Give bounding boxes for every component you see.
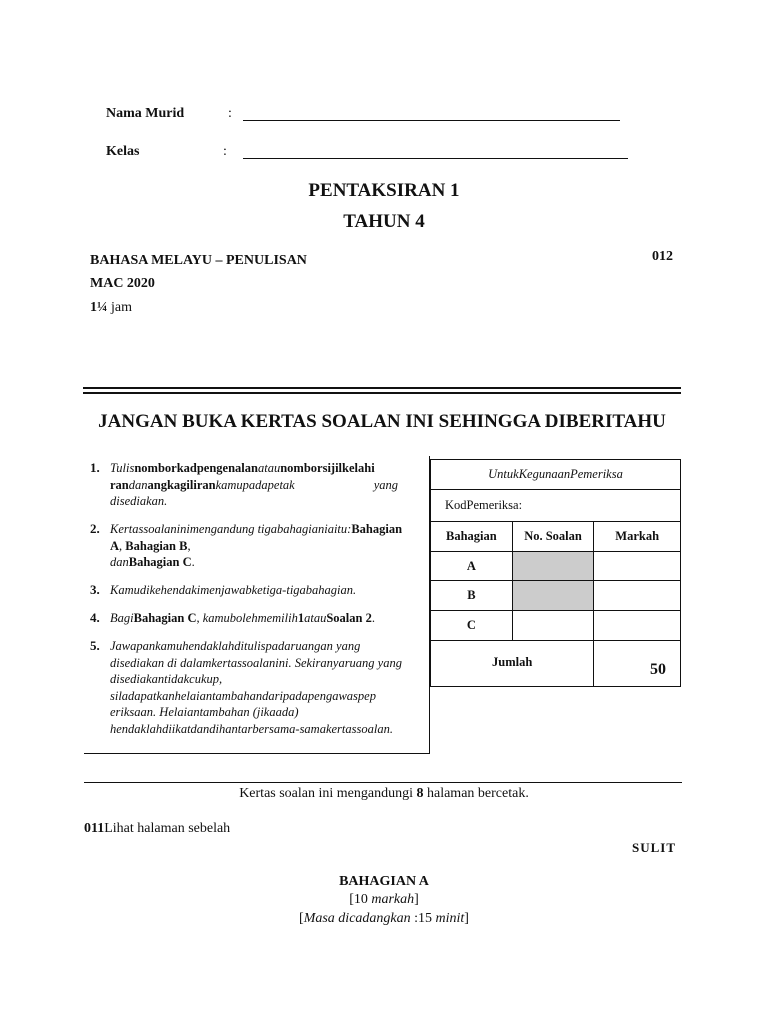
marks-open: [10 xyxy=(349,892,372,907)
student-name-label: Nama Murid xyxy=(106,106,185,121)
instruction-4-number: 4. xyxy=(90,610,100,625)
i4-period: . xyxy=(371,611,375,625)
i1-atau: atau xyxy=(257,461,281,475)
i1-dan: dan xyxy=(128,477,148,492)
time-open: [ xyxy=(299,911,304,926)
row-marks-cell[interactable] xyxy=(594,552,681,581)
section-a-time xyxy=(0,911,768,927)
time-close: ] xyxy=(464,911,469,926)
page-count-text-c: halaman bercetak. xyxy=(423,786,529,801)
class-colon: : xyxy=(223,144,227,159)
i5-text: Jawapankamuhendaklahditulispadaruangan yang disediakan di dalamkertassoalanini. Sekiranyaruang yang disediakantidakcukup, siladapatkanhelaiantambahandaripadapengawaspep eriksaan. Helaiantambahan (jikaada) hendaklahdiikatdandihantarbersama-samakertassoalan. xyxy=(110,639,402,736)
student-name-colon: : xyxy=(228,106,232,121)
i4-atau: atau xyxy=(304,611,327,625)
total-value: 50 xyxy=(594,641,681,687)
row-question-cell xyxy=(512,552,594,581)
instruction-5 xyxy=(90,638,412,737)
instruction-3-number: 3. xyxy=(90,582,100,597)
i4-comma: , xyxy=(196,611,203,625)
instruction-1-number: 1. xyxy=(90,460,100,475)
i3-text: Kamudikehendakimenjawabketiga-tigabahagian. xyxy=(110,583,357,597)
i1-nosijil: nomborsijilkelahi ran xyxy=(110,461,375,492)
time-label: Masa dicadangkan xyxy=(303,911,411,926)
header-section: Bahagian xyxy=(431,522,513,552)
divider-thick-bottom xyxy=(83,392,681,394)
exam-year: TAHUN 4 xyxy=(343,211,425,232)
section-a-marks xyxy=(0,892,768,908)
footer-divider xyxy=(84,782,682,783)
table-row xyxy=(431,611,681,641)
i2-text: Kertassoalaninimengandung tigabahagianiaitu: xyxy=(110,522,352,536)
exam-duration xyxy=(90,300,132,316)
examiner-caption-text: UntukKegunaanPemeriksa xyxy=(488,467,623,481)
exam-date: MAC 2020 xyxy=(90,276,155,291)
exam-title: PENTAKSIRAN 1 xyxy=(308,180,460,201)
instruction-4 xyxy=(90,610,412,627)
sulit-label: SULIT xyxy=(632,840,677,855)
i2-comma2: , xyxy=(187,538,191,553)
table-row xyxy=(431,581,681,611)
instruction-2 xyxy=(90,521,412,571)
i2-comma1: , xyxy=(119,538,126,553)
instruction-1 xyxy=(90,460,412,510)
instruction-2-number: 2. xyxy=(90,521,100,536)
i4-soalan-2: Soalan 2 xyxy=(326,611,372,625)
row-marks-cell[interactable] xyxy=(594,611,681,641)
marks-close: ] xyxy=(414,892,419,907)
i1-yang: yang xyxy=(373,477,398,492)
row-question-cell[interactable] xyxy=(512,611,594,641)
i2-bahagian-b: Bahagian B xyxy=(125,538,188,553)
exam-code: 012 xyxy=(652,249,673,264)
examiner-code-label: KodPemeriksa: xyxy=(445,498,523,512)
marks-word: markah xyxy=(371,892,415,907)
row-marks-cell[interactable] xyxy=(594,581,681,611)
row-section: C xyxy=(431,611,513,641)
page-count xyxy=(0,786,768,802)
footer-code: 011 xyxy=(84,821,105,836)
instruction-3 xyxy=(90,582,412,599)
examiner-table xyxy=(430,459,681,687)
instructions-box xyxy=(84,456,430,754)
page-count-number: 8 xyxy=(416,786,424,801)
row-section: B xyxy=(431,581,513,611)
i2-dan: dan xyxy=(110,555,129,569)
header-marks: Markah xyxy=(594,522,681,552)
time-value: :15 xyxy=(410,911,436,926)
i4-kamubolehmemilih: kamubolehmemilih xyxy=(202,611,298,625)
total-label: Jumlah xyxy=(431,641,594,687)
row-question-cell xyxy=(512,581,594,611)
i1-disediakan: disediakan. xyxy=(110,494,168,508)
row-section: A xyxy=(431,552,513,581)
table-row xyxy=(431,552,681,581)
class-label: Kelas xyxy=(106,144,140,159)
i1-kamupadapetak: kamupadapetak xyxy=(215,477,295,492)
duration-unit: jam xyxy=(107,300,132,315)
divider-thick-top xyxy=(83,387,681,389)
i1-angkagiliran: angkagiliran xyxy=(147,477,216,492)
next-page-text: Lihat halaman sebelah xyxy=(104,821,231,836)
i2-period: . xyxy=(191,555,195,569)
i4-bahagian-c: Bahagian C xyxy=(133,611,197,625)
student-name-line[interactable] xyxy=(243,120,620,121)
i2-bahagian-c: Bahagian C xyxy=(128,555,192,569)
next-page-note xyxy=(84,821,230,837)
i4-one: 1 xyxy=(297,611,305,625)
duration-value: 1¼ xyxy=(90,300,108,315)
section-a-title: BAHAGIAN A xyxy=(339,874,429,889)
time-unit: minit xyxy=(435,911,465,926)
i1-nokp: nomborkadpengenalan xyxy=(134,461,258,475)
header-question: No. Soalan xyxy=(512,522,594,552)
page-count-text-a: Kertas soalan ini mengandungi xyxy=(239,786,417,801)
examiner-caption xyxy=(431,460,681,490)
i1-tulis: Tulis xyxy=(110,461,135,475)
examiner-code-cell[interactable] xyxy=(431,490,681,522)
instruction-5-number: 5. xyxy=(90,638,100,653)
class-line[interactable] xyxy=(243,158,628,159)
i2-bahagian-a: Bahagian A xyxy=(110,522,403,553)
warning-text: JANGAN BUKA KERTAS SOALAN INI SEHINGGA DIBERITAHU xyxy=(98,411,666,432)
i4-bagi: Bagi xyxy=(110,611,134,625)
exam-subject: BAHASA MELAYU – PENULISAN xyxy=(90,253,307,268)
